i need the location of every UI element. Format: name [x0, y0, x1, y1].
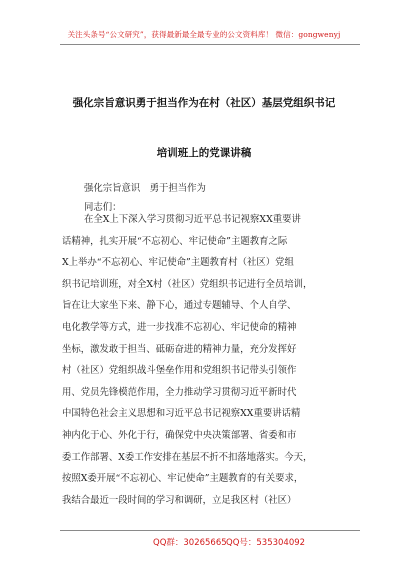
- body-line: 神内化于心、外化于行，确保党中央决策部署、省委和市: [62, 430, 297, 441]
- body-line: 话精神，扎实开展“不忘初心、牢记使命”主题教育之际: [62, 235, 288, 247]
- document-title-line-2: 培训班上的党课讲稿: [156, 147, 252, 159]
- document-title-line-1: 强化宗旨意识勇于担当作为在村（社区）基层党组织书记: [72, 97, 336, 109]
- body-line: 在全X上下深入学习贯彻习近平总书记视察XX重要讲: [84, 214, 301, 225]
- body-line: X上举办“不忘初心、牢记使命”主题教育村（社区）党组: [62, 257, 294, 269]
- header-divider: [60, 44, 360, 45]
- body-line: 村（社区）党组织战斗堡垒作用和党组织书记带头引领作: [62, 365, 297, 377]
- footer-qq-group: QQ群：30265665: [153, 538, 227, 548]
- body-line: 我结合最近一段时间的学习和调研，立足我区村（社区）: [62, 494, 297, 506]
- footer-divider: [60, 530, 360, 531]
- body-line: 旨在让大家坐下来、静下心，通过专题辅导、个人自学、: [62, 300, 297, 312]
- footer-qq-number: QQ号：535304092: [226, 538, 306, 548]
- body-line: 中国特色社会主义思想和习近平总书记视察XX重要讲话精: [62, 408, 301, 420]
- body-line: 织书记培训班，对全X村（社区）党组织书记进行全员培训，: [62, 278, 313, 290]
- greeting: 同志们：: [84, 202, 122, 213]
- body-line: 委工作部署、X委工作安排在基层不折不扣落地落实。今天，: [62, 451, 313, 463]
- body-line: 电化教学等方式，进一步找准不忘初心、牢记使命的精神: [62, 322, 297, 333]
- body-line: 用、党员先锋模范作用，全力推动学习贯彻习近平新时代: [62, 386, 297, 398]
- body-line: 按照X委开展“不忘初心、牢记使命”主题教育的有关要求，: [62, 473, 304, 485]
- header-banner: 关注头条号“公文研究”，获得最新最全最专业的公文资料库！ 微信：gongwenyj: [67, 30, 341, 39]
- document-subtitle: 强化宗旨意识 勇于担当作为: [84, 183, 206, 194]
- body-line: 坐标，激发敢于担当、砥砺奋进的精神力量，充分发挥好: [62, 343, 297, 355]
